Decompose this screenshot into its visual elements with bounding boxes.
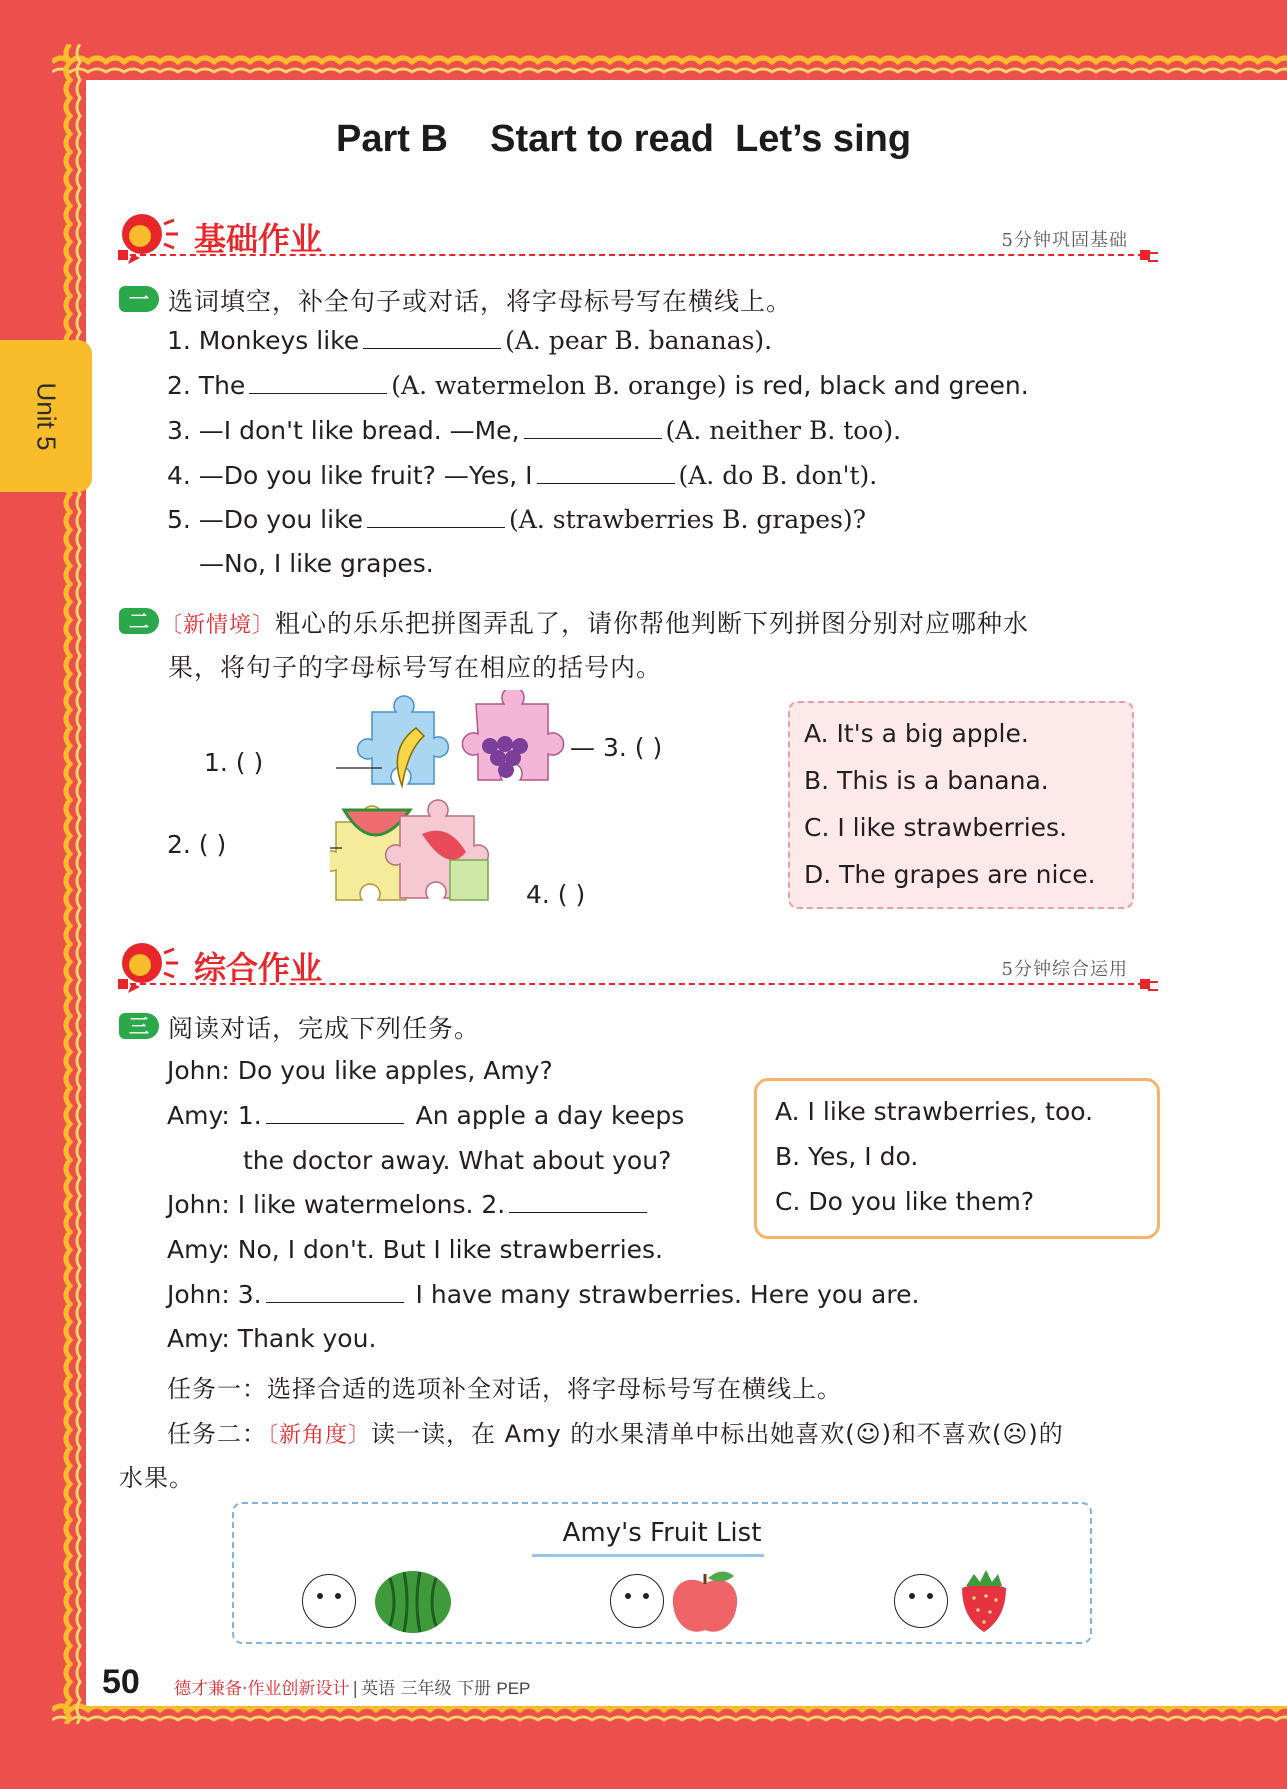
answer-blank[interactable]: [363, 326, 501, 349]
options-text: (A. strawberries B. grapes)?: [509, 505, 867, 534]
puzzle-label-3[interactable]: — 3. ( ): [570, 733, 663, 762]
context-tag: 〔新角度〕: [267, 1423, 372, 1448]
option-item: C. I like strawberries.: [804, 813, 1068, 842]
exercise-line: [167, 505, 866, 534]
section-title: 基础作业: [194, 220, 323, 258]
divider-tick: [1148, 252, 1158, 262]
question-badge: 三: [119, 1013, 159, 1039]
banana-puzzle-piece: [358, 696, 449, 786]
exercise-text: 2. The: [167, 371, 246, 400]
section-note: 5分钟综合运用: [1001, 959, 1128, 980]
unit-tab[interactable]: [0, 340, 92, 492]
dialog-line: [167, 1190, 651, 1219]
dialog-text: I have many strawberries. Here you are.: [415, 1280, 920, 1309]
answer-blank[interactable]: [367, 505, 505, 528]
dialog-options-box: [754, 1078, 1160, 1239]
options-text: (A. do B. don't).: [678, 461, 878, 490]
exercise-text: 4. —Do you like fruit? —Yes, I: [167, 461, 533, 490]
dialog-line: John: Do you like apples, Amy?: [167, 1056, 553, 1085]
puzzle-label-1[interactable]: 1. ( ): [204, 748, 264, 777]
answer-blank[interactable]: [524, 416, 662, 439]
question-badge: 二: [119, 608, 159, 634]
fruit-list-title: Amy's Fruit List: [562, 1518, 762, 1548]
answer-blank[interactable]: [509, 1190, 647, 1213]
task-one: 任务一：选择合适的选项补全对话，将字母标号写在横线上。: [167, 1375, 842, 1403]
edition-text: PEP: [496, 1679, 531, 1698]
task-two: [167, 1414, 1064, 1449]
strawberry-icon: [956, 1566, 1012, 1636]
section-divider: [120, 254, 1144, 256]
question-instruction: 阅读对话，完成下列任务。: [168, 1014, 481, 1043]
fruit-list-box: [232, 1502, 1092, 1644]
option-item: A. I like strawberries, too.: [775, 1097, 1094, 1126]
dialog-text: An apple a day keeps: [415, 1101, 685, 1130]
puzzle-options-box: [788, 701, 1134, 909]
option-item: C. Do you like them?: [775, 1187, 1035, 1216]
exercise-line: [167, 371, 1029, 400]
exercise-text: 5. —Do you like: [167, 505, 364, 534]
exercise-text: 1. Monkeys like: [167, 326, 360, 355]
brand-text: 德才兼备·作业创新设计: [174, 1679, 350, 1699]
answer-blank[interactable]: [266, 1280, 404, 1303]
options-text: (A. watermelon B. orange): [391, 371, 727, 400]
section-divider: [120, 983, 1144, 985]
dialog-text: John: 3.: [167, 1280, 262, 1309]
divider-dot: [118, 979, 128, 989]
section-header-basic: [118, 210, 1158, 270]
face-mark-strawberry[interactable]: [894, 1574, 948, 1628]
task-text: 读一读，在 Amy 的水果清单中标出她喜欢(☺)和不喜欢(☹)的: [371, 1420, 1064, 1448]
dialog-line: [167, 1101, 684, 1130]
answer-blank[interactable]: [537, 461, 675, 484]
dialog-line: Amy: Thank you.: [167, 1324, 377, 1353]
dialog-line: the doctor away. What about you?: [243, 1146, 672, 1175]
footer-caption: [174, 1674, 530, 1699]
exercise-line: [167, 416, 901, 445]
instruction-text: 粗心的乐乐把拼图弄乱了，请你帮他判断下列拼图分别对应哪种水: [275, 609, 1030, 638]
unit-tab-label: Unit 5: [31, 382, 62, 450]
option-item: B. Yes, I do.: [775, 1142, 919, 1171]
question-instruction: [160, 604, 1029, 640]
divider-tick: [1148, 981, 1158, 991]
options-text: (A. neither B. too).: [665, 416, 902, 445]
section-note: 5分钟巩固基础: [1001, 230, 1128, 251]
exercise-text: is red, black and green.: [726, 371, 1029, 400]
exercise-text: 3. —I don't like bread. —Me,: [167, 416, 520, 445]
face-mark-apple[interactable]: [610, 1574, 664, 1628]
answer-blank[interactable]: [266, 1101, 404, 1124]
option-item: A. It's a big apple.: [804, 719, 1029, 748]
exercise-line: [167, 326, 772, 355]
title-underline: [532, 1554, 764, 1557]
subject-text: 英语 三年级 下册: [361, 1679, 491, 1699]
section-title: 综合作业: [194, 949, 323, 987]
dialog-text: Amy: 1.: [167, 1101, 262, 1130]
task-two-cont: 水果。: [119, 1464, 194, 1492]
grapes-puzzle-piece: [462, 690, 563, 780]
dialog-line: [167, 1280, 919, 1309]
options-text: (A. pear B. bananas).: [505, 326, 773, 355]
task-label: 任务二：: [167, 1420, 267, 1448]
divider-dot: [118, 250, 128, 260]
context-tag: 〔新情境〕: [160, 613, 276, 638]
puzzle-label-2[interactable]: 2. ( ): [167, 830, 227, 859]
question-badge: 一: [119, 286, 159, 312]
footer-separator: |: [352, 1679, 359, 1699]
watermelon-icon: [372, 1566, 454, 1636]
left-wavy-border: [52, 44, 92, 1724]
dialog-line: Amy: No, I don't. But I like strawberries.: [167, 1235, 663, 1264]
option-item: D. The grapes are nice.: [804, 860, 1096, 889]
answer-blank[interactable]: [249, 371, 387, 394]
question-instruction-cont: 果，将句子的字母标号写在相应的括号内。: [168, 653, 663, 682]
top-wavy-border: [52, 44, 1287, 84]
section-header-comprehensive: [118, 939, 1158, 999]
option-item: B. This is a banana.: [804, 766, 1049, 795]
question-instruction: 选词填空，补全句子或对话，将字母标号写在横线上。: [168, 287, 793, 316]
face-mark-watermelon[interactable]: [302, 1574, 356, 1628]
exercise-line: [167, 461, 877, 490]
puzzle-label-4[interactable]: 4. ( ): [526, 880, 586, 909]
page-title: Part B Start to read Let’s sing: [336, 118, 912, 160]
dialog-text: John: I like watermelons. 2.: [167, 1190, 506, 1219]
page-number: 50: [102, 1663, 140, 1701]
apple-icon: [670, 1566, 740, 1636]
exercise-reply: —No, I like grapes.: [199, 549, 434, 578]
